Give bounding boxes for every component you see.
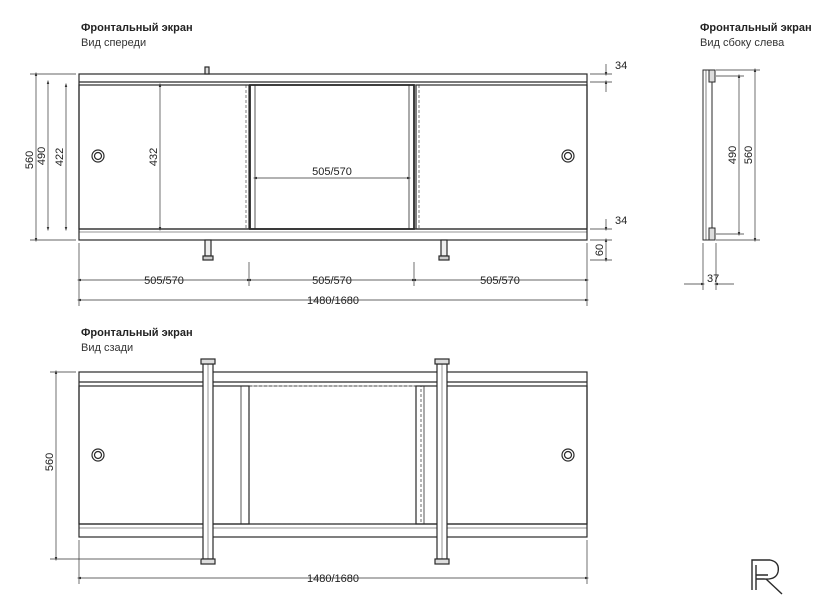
dim-left-section: 505/570 [144,275,184,287]
dim-side-depth: 37 [707,273,720,285]
front-right-foot [441,240,447,256]
dim-490-front: 490 [36,146,48,166]
dim-middle-door-width: 505/570 [312,166,352,178]
dim-middle-section: 505/570 [312,275,352,287]
dim-432-front: 432 [148,147,160,167]
back-view-title: Фронтальный экран [81,327,193,339]
dim-bottom-rail: 34 [615,215,628,227]
dim-total-back: 1480/1680 [307,573,359,585]
dim-top-rail: 34 [615,60,628,72]
dim-560-back: 560 [44,452,56,472]
dim-right-section: 505/570 [480,275,520,287]
side-panel-body [703,70,712,240]
front-top-fastener [205,67,209,74]
front-view-title: Фронтальный экран [81,22,193,34]
dim-560-front: 560 [24,150,36,170]
brand-logo [752,560,782,594]
back-view [79,359,587,564]
front-view-subtitle: Вид спереди [81,37,147,49]
dim-490-side: 490 [727,145,739,165]
side-view-title: Фронтальный экран [700,22,812,34]
side-view-subtitle: Вид сбоку слева [700,37,785,49]
dim-560-side: 560 [743,145,755,165]
dim-total-front: 1480/1680 [307,295,359,307]
front-left-foot [205,240,211,256]
back-panel-frame [79,372,587,537]
side-view [684,70,760,290]
dim-feet: 60 [594,243,606,257]
dim-422-front: 422 [54,147,66,167]
back-view-subtitle: Вид сзади [81,342,134,354]
